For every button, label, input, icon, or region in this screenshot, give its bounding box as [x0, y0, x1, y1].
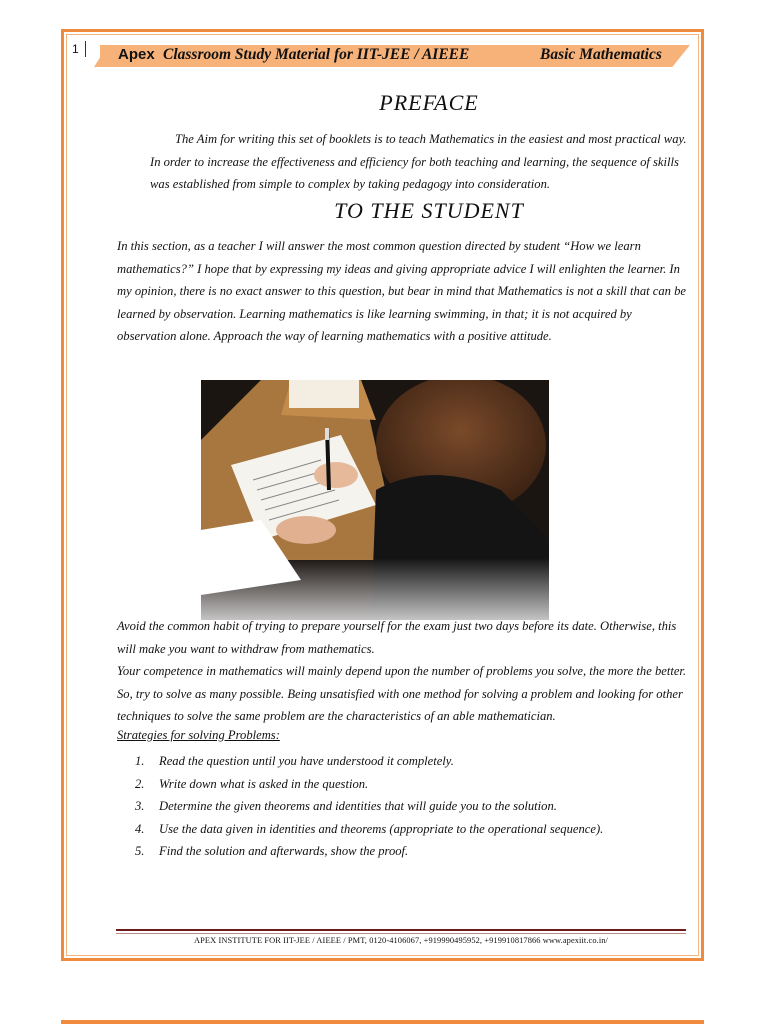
page-number-divider [85, 41, 86, 57]
student-writing-photo [201, 380, 549, 620]
next-page-edge [61, 1020, 704, 1024]
list-item [135, 818, 603, 841]
list-item [135, 773, 603, 796]
strategies-heading: Strategies for solving Problems: [117, 728, 280, 742]
list-item-number: 2. [135, 776, 145, 791]
footer-contact: APEX INSTITUTE FOR IIT-JEE / AIEEE / PMT, 0120-4106067, +919990495952, +919910817866 www.apexiit.co.in/ [194, 936, 608, 945]
footer-rule [116, 929, 686, 931]
student-intro-paragraph: In this section, as a teacher I will answer the most common question directed by student “How we learn mathematics?” I hope that by expressing my ideas and giving appropriate advice I will enlighten the learner. In my opinion, there is no exact answer to this question, but bear in mind that Mathematics is not a skill that can be learned by observation. Learning mathematics is like learning swimming, in that; it is not acquired by observation alone. Approach the way of learning mathematics with a positive attitude. [117, 239, 686, 343]
list-item-text: Write down what is asked in the question. [159, 776, 369, 791]
student-heading: TO THE STUDENT [334, 198, 524, 223]
preface-paragraph: The Aim for writing this set of booklets is to teach Mathematics in the easiest and most practical way. In order to increase the effectiveness and efficiency for both teaching and learning, the sequence of skills was established from simple to complex by taking pedagogy into consideration. [150, 132, 687, 191]
list-item [135, 795, 603, 818]
preface-heading: PREFACE [379, 90, 479, 115]
list-item-text: Determine the given theorems and identities that will guide you to the solution. [159, 799, 557, 813]
page-number: 1 [72, 42, 79, 56]
list-item-number: 3. [135, 799, 145, 813]
exam-advice-paragraph [117, 615, 690, 728]
list-item [135, 840, 603, 863]
list-item-number: 4. [135, 821, 145, 836]
photo-illustration [201, 380, 549, 620]
list-item-text: Find the solution and afterwards, show the proof. [159, 844, 409, 858]
list-item [135, 750, 603, 773]
footer-rule-thin [116, 933, 686, 934]
header-subject: Basic Mathematics [540, 46, 662, 63]
list-item-number: 5. [135, 844, 145, 858]
brand-logo-text: Apex [118, 46, 155, 63]
strategies-list [135, 750, 603, 863]
header-title: Classroom Study Material for IIT-JEE / AIEEE [163, 46, 470, 63]
list-item-text: Use the data given in identities and theorems (appropriate to the operational sequence). [159, 821, 604, 836]
list-item-number: 1. [135, 754, 145, 768]
advice-paragraph-1: Avoid the common habit of trying to prepare yourself for the exam just two days before its date. Otherwise, this will make you want to withdraw from mathematics. [117, 619, 677, 656]
list-item-text: Read the question until you have understood it completely. [159, 754, 454, 768]
advice-paragraph-2: Your competence in mathematics will mainly depend upon the number of problems you solve, the more the better. So, try to solve as many possible. Being unsatisfied with one method for solving a problem and looking for other techniques to solve the same problem are the characteristics of an able mathematician. [117, 664, 687, 723]
